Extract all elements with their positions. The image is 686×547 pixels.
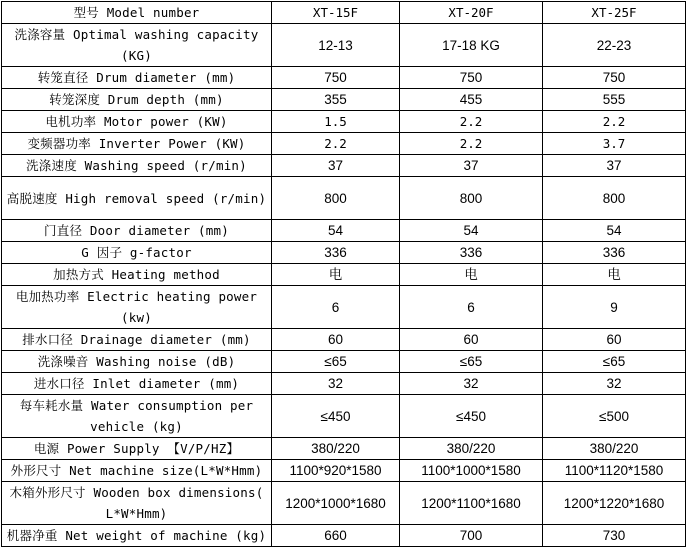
row-label: 进水口径 Inlet diameter (mm) [2, 373, 272, 395]
cell-value: 730 [543, 525, 686, 547]
row-label: 机器净重 Net weight of machine (kg) [2, 525, 272, 547]
row-label: 排水口径 Drainage diameter (mm) [2, 329, 272, 351]
table-row-door-diameter [2, 220, 686, 242]
row-label: 每车耗水量 Water consumption per vehicle (kg) [2, 395, 272, 438]
cell-value: 2.2 [543, 111, 686, 133]
table-row-washing-speed [2, 155, 686, 177]
table-row-heating-method [2, 264, 686, 286]
table-row-inlet-diameter [2, 373, 686, 395]
cell-value: 3.7 [543, 133, 686, 155]
cell-value: 6 [272, 286, 400, 329]
cell-value: ≤65 [400, 351, 543, 373]
row-label: 木箱外形尺寸 Wooden box dimensions( L*W*Hmm) [2, 482, 272, 525]
cell-value: 1.5 [272, 111, 400, 133]
cell-value: 1100*1120*1580 [543, 460, 686, 482]
cell-value: 380/220 [272, 438, 400, 460]
cell-value: 800 [272, 177, 400, 220]
spec-table [1, 1, 686, 547]
cell-value: 1200*1220*1680 [543, 482, 686, 525]
header-model-label: 型号 Model number [2, 2, 272, 24]
cell-value: 750 [272, 67, 400, 89]
cell-value: 6 [400, 286, 543, 329]
cell-value: 60 [543, 329, 686, 351]
row-label: 洗涤速度 Washing speed (r/min) [2, 155, 272, 177]
table-row-high-removal-speed [2, 177, 686, 220]
table-row-drum-diameter [2, 67, 686, 89]
cell-value: 54 [400, 220, 543, 242]
cell-value: 9 [543, 286, 686, 329]
table-row-inverter-power [2, 133, 686, 155]
cell-value: 电 [543, 264, 686, 286]
table-row-water-consumption [2, 395, 686, 438]
cell-value: 电 [272, 264, 400, 286]
cell-value: 660 [272, 525, 400, 547]
row-label: 高脱速度 High removal speed (r/min) [2, 177, 272, 220]
cell-value: 2.2 [400, 133, 543, 155]
cell-value: 336 [272, 242, 400, 264]
cell-value: 37 [543, 155, 686, 177]
cell-value: 555 [543, 89, 686, 111]
cell-value: 455 [400, 89, 543, 111]
cell-value: 380/220 [543, 438, 686, 460]
cell-value: ≤450 [400, 395, 543, 438]
header-model-xt20f: XT-20F [400, 2, 543, 24]
row-label: 电机功率 Motor power (KW) [2, 111, 272, 133]
table-row-power-supply [2, 438, 686, 460]
row-label: 外形尺寸 Net machine size(L*W*Hmm) [2, 460, 272, 482]
row-label: 洗涤噪音 Washing noise (dB) [2, 351, 272, 373]
row-label: 电加热功率 Electric heating power (kw) [2, 286, 272, 329]
cell-value: 700 [400, 525, 543, 547]
table-row-g-factor [2, 242, 686, 264]
cell-value: ≤65 [543, 351, 686, 373]
cell-value: 32 [272, 373, 400, 395]
table-row-electric-heating-power [2, 286, 686, 329]
cell-value: 2.2 [272, 133, 400, 155]
row-label: G 因子 g-factor [2, 242, 272, 264]
cell-value: 32 [543, 373, 686, 395]
cell-value: 54 [543, 220, 686, 242]
cell-value: 54 [272, 220, 400, 242]
cell-value: 750 [543, 67, 686, 89]
table-row-net-machine-size [2, 460, 686, 482]
cell-value: 37 [272, 155, 400, 177]
cell-value: ≤450 [272, 395, 400, 438]
row-label: 转笼直径 Drum diameter (mm) [2, 67, 272, 89]
cell-value: 12-13 [272, 24, 400, 67]
cell-value: 1200*1100*1680 [400, 482, 543, 525]
row-label: 电源 Power Supply 【V/P/HZ】 [2, 438, 272, 460]
row-label: 加热方式 Heating method [2, 264, 272, 286]
cell-value: 380/220 [400, 438, 543, 460]
row-label: 转笼深度 Drum depth (mm) [2, 89, 272, 111]
table-row-washing-noise [2, 351, 686, 373]
cell-value: 355 [272, 89, 400, 111]
cell-value: 800 [543, 177, 686, 220]
cell-value: 1100*920*1580 [272, 460, 400, 482]
table-row-drainage-diameter [2, 329, 686, 351]
cell-value: 60 [272, 329, 400, 351]
cell-value: 800 [400, 177, 543, 220]
cell-value: 2.2 [400, 111, 543, 133]
cell-value: 22-23 [543, 24, 686, 67]
cell-value: 电 [400, 264, 543, 286]
row-label: 门直径 Door diameter (mm) [2, 220, 272, 242]
cell-value: 32 [400, 373, 543, 395]
cell-value: 1100*1000*1580 [400, 460, 543, 482]
cell-value: 60 [400, 329, 543, 351]
cell-value: 336 [543, 242, 686, 264]
header-model-xt25f: XT-25F [543, 2, 686, 24]
cell-value: 17-18 KG [400, 24, 543, 67]
header-model-xt15f: XT-15F [272, 2, 400, 24]
table-row-wooden-box-dimensions [2, 482, 686, 525]
cell-value: ≤500 [543, 395, 686, 438]
table-row-capacity [2, 24, 686, 67]
table-row-drum-depth [2, 89, 686, 111]
row-label: 洗涤容量 Optimal washing capacity (KG) [2, 24, 272, 67]
table-row-net-weight [2, 525, 686, 547]
row-label: 变频器功率 Inverter Power (KW) [2, 133, 272, 155]
cell-value: 336 [400, 242, 543, 264]
cell-value: ≤65 [272, 351, 400, 373]
cell-value: 1200*1000*1680 [272, 482, 400, 525]
table-header-row [2, 2, 686, 24]
cell-value: 37 [400, 155, 543, 177]
table-row-motor-power [2, 111, 686, 133]
cell-value: 750 [400, 67, 543, 89]
